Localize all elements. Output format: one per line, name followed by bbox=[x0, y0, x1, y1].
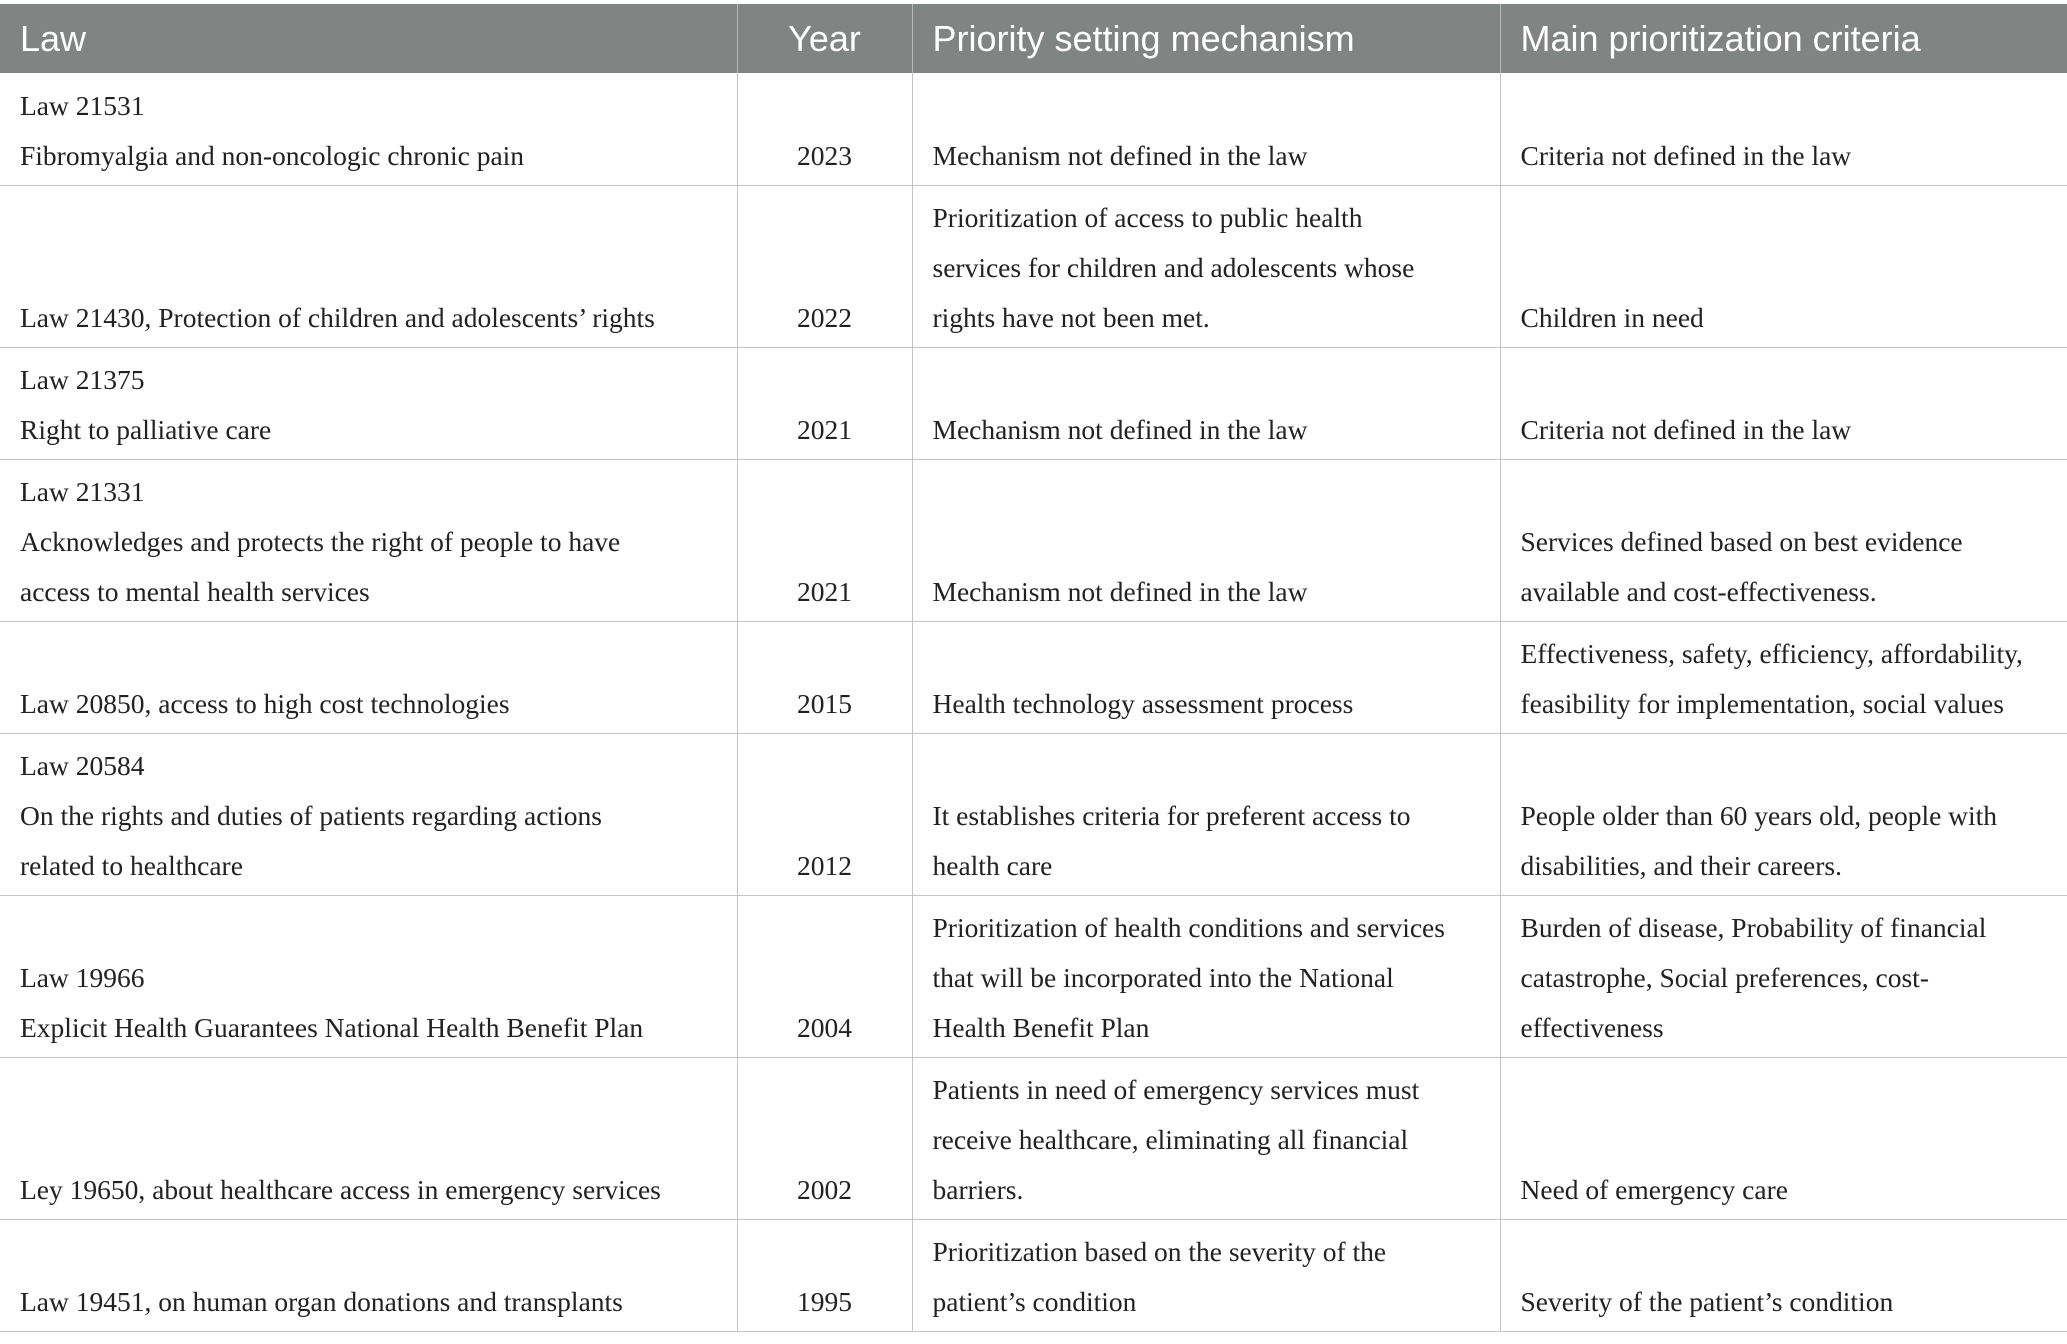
cell-criteria-line: Criteria not defined in the law bbox=[1520, 139, 1852, 171]
cell-law-line: Acknowledges and protects the right of people to have bbox=[20, 525, 621, 557]
cell-mechanism-line: receive healthcare, eliminating all financial bbox=[932, 1123, 1409, 1155]
cell-criteria-line: Burden of disease, Probability of financial bbox=[1520, 911, 1987, 943]
table-body bbox=[0, 73, 2067, 1331]
cell-year: 2021 bbox=[737, 459, 912, 621]
cell-mechanism-line: health care bbox=[932, 849, 1053, 881]
cell-law-line: Right to palliative care bbox=[20, 413, 272, 445]
table-row bbox=[0, 733, 2067, 895]
cell-criteria-line: Effectiveness, safety, efficiency, affordability, bbox=[1520, 637, 2023, 669]
cell-law-line: Law 21430, Protection of children and adolescents’ rights bbox=[20, 301, 655, 333]
cell-mechanism-line: patient’s condition bbox=[932, 1285, 1137, 1317]
cell-criteria bbox=[1500, 459, 2067, 621]
table-row bbox=[0, 1219, 2067, 1331]
cell-year: 2022 bbox=[737, 185, 912, 347]
cell-law bbox=[0, 73, 737, 185]
cell-mechanism-line: It establishes criteria for preferent access to bbox=[932, 799, 1411, 831]
cell-law-line: On the rights and duties of patients regarding actions bbox=[20, 799, 602, 831]
cell-criteria-line: Services defined based on best evidence bbox=[1520, 525, 1963, 557]
cell-year: 2021 bbox=[737, 347, 912, 459]
cell-criteria bbox=[1500, 1219, 2067, 1331]
cell-mechanism-line: services for children and adolescents whose bbox=[932, 251, 1415, 283]
cell-criteria-line: effectiveness bbox=[1520, 1011, 1664, 1043]
cell-law-line: Law 21375 bbox=[20, 363, 145, 395]
cell-law-line: Law 19451, on human organ donations and transplants bbox=[20, 1285, 623, 1317]
cell-year: 2002 bbox=[737, 1057, 912, 1219]
cell-criteria-line: Need of emergency care bbox=[1520, 1173, 1788, 1205]
cell-law bbox=[0, 1219, 737, 1331]
cell-mechanism-line: Health technology assessment process bbox=[932, 687, 1354, 719]
cell-mechanism-line: Prioritization based on the severity of the bbox=[932, 1235, 1387, 1267]
table-row bbox=[0, 459, 2067, 621]
cell-criteria bbox=[1500, 733, 2067, 895]
cell-law bbox=[0, 347, 737, 459]
cell-law-line: Ley 19650, about healthcare access in emergency services bbox=[20, 1173, 661, 1205]
cell-law bbox=[0, 1057, 737, 1219]
header-year: Year bbox=[737, 4, 912, 73]
cell-mechanism-line: Mechanism not defined in the law bbox=[932, 413, 1308, 445]
cell-law-line: Law 20584 bbox=[20, 749, 145, 781]
cell-mechanism bbox=[912, 1219, 1500, 1331]
table-row bbox=[0, 1057, 2067, 1219]
header-mechanism: Priority setting mechanism bbox=[912, 4, 1500, 73]
table-row bbox=[0, 895, 2067, 1057]
cell-criteria bbox=[1500, 73, 2067, 185]
cell-year: 2023 bbox=[737, 73, 912, 185]
cell-criteria-line: People older than 60 years old, people with bbox=[1520, 799, 1998, 831]
cell-criteria bbox=[1500, 895, 2067, 1057]
cell-criteria-line: Criteria not defined in the law bbox=[1520, 413, 1852, 445]
cell-mechanism-line: barriers. bbox=[932, 1173, 1024, 1205]
cell-criteria-line: feasibility for implementation, social values bbox=[1520, 687, 2004, 719]
cell-criteria bbox=[1500, 185, 2067, 347]
cell-criteria bbox=[1500, 621, 2067, 733]
table-row bbox=[0, 621, 2067, 733]
law-prioritization-table bbox=[0, 4, 2067, 1332]
cell-mechanism-line: Mechanism not defined in the law bbox=[932, 139, 1308, 171]
cell-criteria-line: available and cost-effectiveness. bbox=[1520, 575, 1877, 607]
table-row bbox=[0, 185, 2067, 347]
cell-mechanism-line: Prioritization of health conditions and services bbox=[932, 911, 1445, 943]
cell-mechanism-line: Health Benefit Plan bbox=[932, 1011, 1150, 1043]
cell-law bbox=[0, 185, 737, 347]
cell-mechanism bbox=[912, 621, 1500, 733]
cell-mechanism-line: Prioritization of access to public health bbox=[932, 201, 1363, 233]
header-law: Law bbox=[0, 4, 737, 73]
cell-criteria-line: disabilities, and their careers. bbox=[1520, 849, 1842, 881]
cell-law-line: access to mental health services bbox=[20, 575, 370, 607]
cell-criteria-line: Children in need bbox=[1520, 301, 1704, 333]
cell-criteria bbox=[1500, 1057, 2067, 1219]
cell-law-line: Law 19966 bbox=[20, 961, 145, 993]
cell-criteria-line: Severity of the patient’s condition bbox=[1520, 1285, 1894, 1317]
cell-law-line: Law 20850, access to high cost technologies bbox=[20, 687, 510, 719]
cell-year: 2012 bbox=[737, 733, 912, 895]
table-header bbox=[0, 4, 2067, 73]
cell-law bbox=[0, 459, 737, 621]
table-row bbox=[0, 73, 2067, 185]
cell-year: 2004 bbox=[737, 895, 912, 1057]
header-criteria: Main prioritization criteria bbox=[1520, 17, 1921, 59]
law-prioritization-table-container bbox=[0, 4, 2067, 1328]
cell-mechanism-line: that will be incorporated into the National bbox=[932, 961, 1394, 993]
cell-law-line: Explicit Health Guarantees National Health Benefit Plan bbox=[20, 1011, 644, 1043]
cell-mechanism-line: Patients in need of emergency services must bbox=[932, 1073, 1420, 1105]
table-row bbox=[0, 347, 2067, 459]
cell-criteria bbox=[1500, 347, 2067, 459]
cell-mechanism bbox=[912, 347, 1500, 459]
cell-mechanism bbox=[912, 895, 1500, 1057]
cell-mechanism bbox=[912, 185, 1500, 347]
cell-law-line: related to healthcare bbox=[20, 849, 243, 881]
cell-mechanism-line: Mechanism not defined in the law bbox=[932, 575, 1308, 607]
cell-mechanism-line: rights have not been met. bbox=[932, 301, 1210, 333]
cell-law bbox=[0, 895, 737, 1057]
cell-law bbox=[0, 621, 737, 733]
cell-law-line: Law 21331 bbox=[20, 475, 145, 507]
cell-year: 2015 bbox=[737, 621, 912, 733]
cell-law-line: Fibromyalgia and non-oncologic chronic pain bbox=[20, 139, 525, 171]
cell-mechanism bbox=[912, 459, 1500, 621]
cell-criteria-line: catastrophe, Social preferences, cost- bbox=[1520, 961, 1929, 993]
cell-mechanism bbox=[912, 1057, 1500, 1219]
cell-mechanism bbox=[912, 73, 1500, 185]
header-row bbox=[0, 4, 2067, 73]
cell-mechanism bbox=[912, 733, 1500, 895]
cell-law-line: Law 21531 bbox=[20, 89, 145, 121]
cell-law bbox=[0, 733, 737, 895]
cell-year: 1995 bbox=[737, 1219, 912, 1331]
